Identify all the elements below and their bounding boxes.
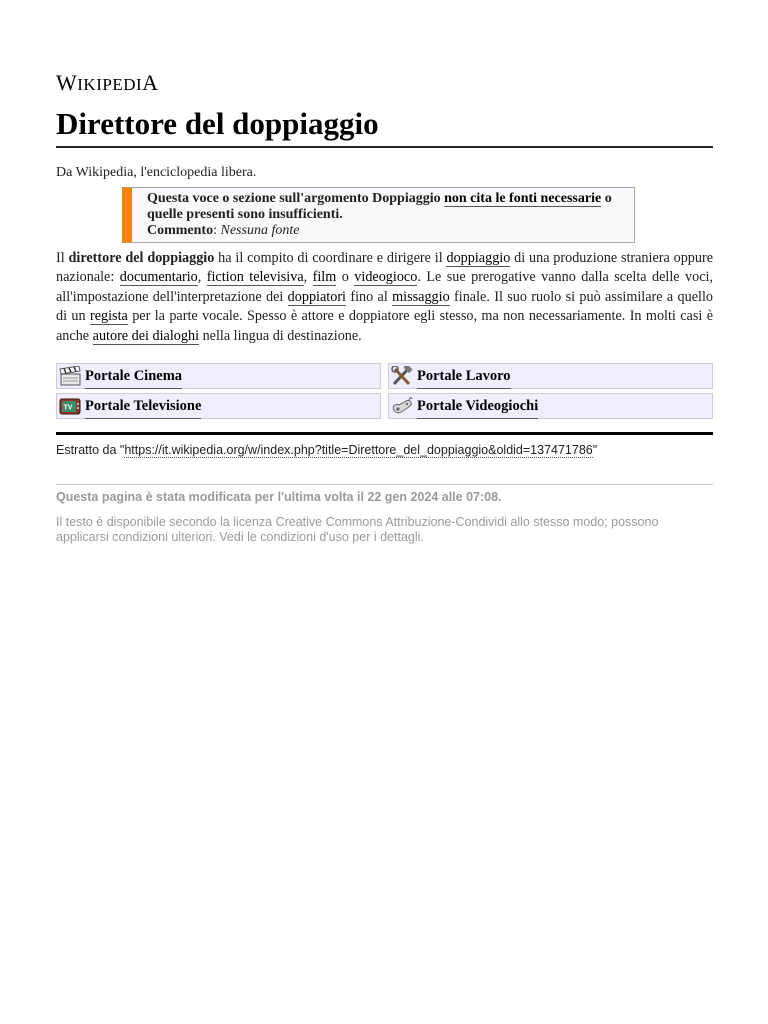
license-text: Il testo è disponibile secondo la licenza Creative Commons Attribuzione-Condividi allo stesso modo; possono applicarsi condizioni ulteriori. Vedi le condizioni d'uso per i dettagli. [56,515,659,544]
svg-text:TV: TV [63,404,73,412]
wikipedia-logo[interactable] [56,70,159,96]
page-title: Direttore del doppiaggio [56,106,713,148]
link-regista[interactable]: regista [90,308,128,325]
link-doppiatori[interactable]: doppiatori [287,288,346,305]
footer-divider [56,432,713,435]
portal-televisione[interactable] [56,393,381,419]
link-fiction-televisiva[interactable]: fiction televisiva [206,269,304,286]
link-doppiaggio[interactable]: doppiaggio [446,250,511,266]
link-autore-dei-dialoghi[interactable]: autore dei dialoghi [92,327,200,344]
link-documentario[interactable]: documentario [119,269,198,286]
retrieved-from: Estratto da "https://it.wikipedia.org/w/index.php?title=Direttore_del_doppiaggio&oldid=137471786" [56,443,598,457]
link-videogioco[interactable]: videogioco [354,269,418,286]
article-subject-bold: direttore del doppiaggio [68,250,215,266]
notice-message: Questa voce o sezione sull'argomento Doppiaggio non cita le fonti necessarie o quelle presenti sono insufficienti. [147,191,612,222]
site-tagline: Da Wikipedia, l'enciclopedia libera. [56,165,257,180]
notice-link-sources[interactable]: non cita le fonti necessarie [444,191,602,206]
portal-cinema[interactable] [56,363,381,389]
gamepad-icon [391,396,413,416]
citation-needed-notice [122,187,635,243]
portal-lavoro-label[interactable]: Portale Lavoro [417,364,511,389]
tv-icon [59,396,81,416]
notice-comment: Commento: Nessuna fonte [147,223,300,238]
logo-letter-last: A [142,70,159,95]
footer-separator [56,484,713,485]
link-film[interactable]: film [312,269,337,286]
permanent-link[interactable]: https://it.wikipedia.org/w/index.php?title=Direttore_del_doppiaggio&oldid=137471786 [124,443,593,457]
portal-videogiochi[interactable] [388,393,713,419]
last-modified: Questa pagina è stata modificata per l'ultima volta il 22 gen 2024 alle 07:08. [56,490,502,504]
link-missaggio[interactable]: missaggio [392,288,450,305]
notice-comment-value: Nessuna fonte [220,223,300,238]
notice-comment-label: Commento [147,223,214,238]
tools-icon [391,366,413,386]
logo-letters-middle: IKIPEDI [77,75,143,94]
portal-cinema-label[interactable]: Portale Cinema [85,364,182,389]
logo-letter-first: W [56,70,78,95]
portal-lavoro[interactable] [388,363,713,389]
article-body: Il direttore del doppiaggio ha il compito di coordinare e dirigere il doppiaggio di una produzione straniera oppure nazionale: documentario, fiction televisiva, film o videogioco. Le sue prerogative vanno dalla scelta delle voci, all'impostazione dell'interpretazione dei doppiatori fino al missaggio finale. Il suo ruolo si può assimilare a quello di un regista per la parte vocale. Spesso è attore e doppiatore egli stesso, ma non necessariamente. In molti casi è anche autore dei dialoghi nella lingua di destinazione. [56,250,714,344]
clapperboard-icon [59,366,81,386]
portal-videogiochi-label[interactable]: Portale Videogiochi [417,394,538,419]
portal-televisione-label[interactable]: Portale Televisione [85,394,201,419]
